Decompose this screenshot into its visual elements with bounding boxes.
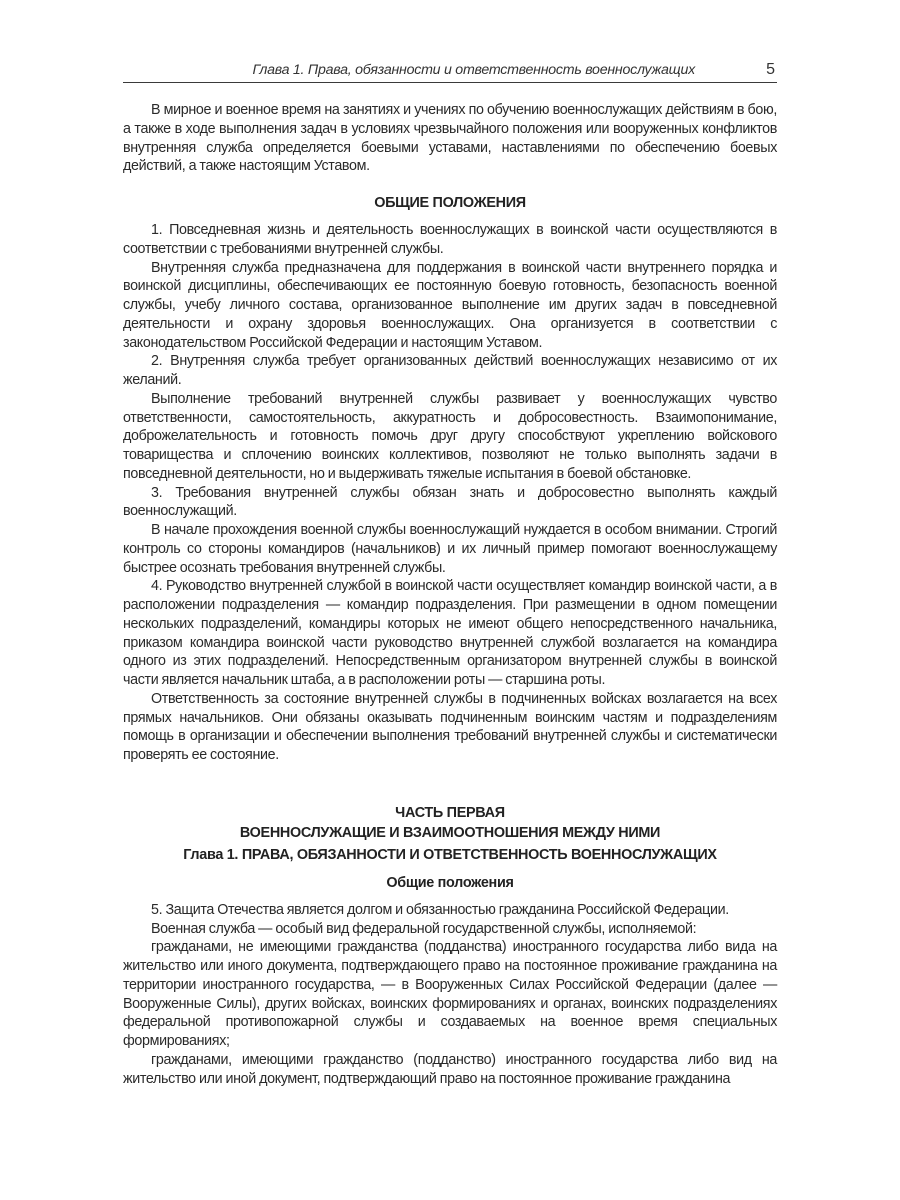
chapter-title: Глава 1. ПРАВА, ОБЯЗАННОСТИ И ОТВЕТСТВЕННОСТЬ ВОЕННОСЛУЖАЩИХ (183, 846, 717, 863)
paragraph: 2. Внутренняя служба требует организованных действий военнослужащих независимо от их желаний. (123, 353, 777, 388)
paragraph: Ответственность за состояние внутренней службы в подчиненных войсках возлагается на всех прямых начальников. Они обязаны оказывать подчиненным воинским частям и подразделениям помощь в организации и обеспечении выполнения требований внутренней службы и систематически проверять ее состояние. (123, 690, 777, 763)
paragraph: В начале прохождения военной службы военнослужащий нуждается в особом внимании. Строгий контроль со стороны командиров (начальников) и их личный пример помогают военнослужащему быстрее осознать требования внутренней службы. (123, 522, 777, 576)
general-provisions-body (123, 221, 777, 765)
section-title: Общие положения (386, 874, 514, 891)
paragraph: 4. Руководство внутренней службой в воинской части осуществляет командир воинской части, а в расположении подразделения — командир подразделения. При размещении в одном помещении нескольких подразделений, командиры которых не имеют общего непосредственного начальника, приказом командира воинской части руководство внутренней службой возлагается на командира одного из этих подразделений. Непосредственным организатором внутренней службы в воинской части является начальник штаба, а в расположении роты — старшина роты. (123, 578, 777, 688)
paragraph: Внутренняя служба предназначена для поддержания в воинской части внутреннего порядка и воинской дисциплины, обеспечивающих ее постоянную боевую готовность, безопасность военной службы, учебу личного состава, организованное выполнение им других задач в повседневной деятельности и охрану здоровья военнослужащих. Она организуется в соответствии с законодательством Российской Федерации и настоящим Уставом. (123, 259, 777, 351)
part-one-body (123, 901, 777, 1089)
paragraph: 1. Повседневная жизнь и деятельность военнослужащих в воинской части осуществляются в соответствии с требованиями внутренней службы. (123, 222, 777, 257)
general-provisions-heading: ОБЩИЕ ПОЛОЖЕНИЯ (374, 195, 526, 211)
intro-block (123, 101, 777, 176)
paragraph: гражданами, имеющими гражданство (подданство) иностранного государства либо вид на жительство или иной документ, подтверждающий право на постоянное проживание гражданина (123, 1051, 777, 1087)
book-page (123, 0, 777, 1088)
paragraph: гражданами, не имеющими гражданства (подданства) иностранного государства либо вида на жительство или иного документа, подтверждающего право на постоянное проживание гражданина на территории иностранного государства, — в Вооруженных Силах Российской Федерации (далее — Вооруженные Силы), других войсках, воинских формированиях и органах, воинских подразделениях федеральной противопожарной службы и создаваемых на военное время специальных формированиях; (123, 939, 777, 1049)
part-title: ЧАСТЬ ПЕРВАЯ (395, 804, 505, 821)
paragraph: 5. Защита Отечества является долгом и обязанностью гражданина Российской Федерации. (151, 901, 729, 918)
paragraph: Военная служба — особый вид федеральной государственной службы, исполняемой: (151, 920, 697, 937)
page-number: 5 (766, 61, 775, 78)
running-header-title: Глава 1. Права, обязанности и ответственность военнослужащих (252, 62, 695, 78)
paragraph: Выполнение требований внутренней службы развивает у военнослужащих чувство ответственности, самостоятельность, аккуратность и добросовестность. Взаимопонимание, доброжелательность и готовность помочь друг другу способствуют укреплению войскового товарищества и сплочению воинских коллективов, позволяют не только выполнять задачи в повседневной деятельности, но и выдерживать тяжелые испытания в боевой обстановке. (123, 390, 777, 482)
part-subtitle: ВОЕННОСЛУЖАЩИЕ И ВЗАИМООТНОШЕНИЯ МЕЖДУ НИМИ (239, 824, 661, 841)
paragraph: 3. Требования внутренней службы обязан знать и добросовестно выполнять каждый военнослужащий. (123, 484, 777, 520)
intro-paragraph: В мирное и военное время на занятиях и учениях по обучению военнослужащих действиям в бою, а также в ходе выполнения задач в условиях чрезвычайного положения или вооруженных конфликтов внутренняя служба определяется боевыми уставами, наставлениями по обеспечению боевых действий, а также настоящим Уставом. (123, 102, 777, 175)
running-header (123, 0, 777, 83)
